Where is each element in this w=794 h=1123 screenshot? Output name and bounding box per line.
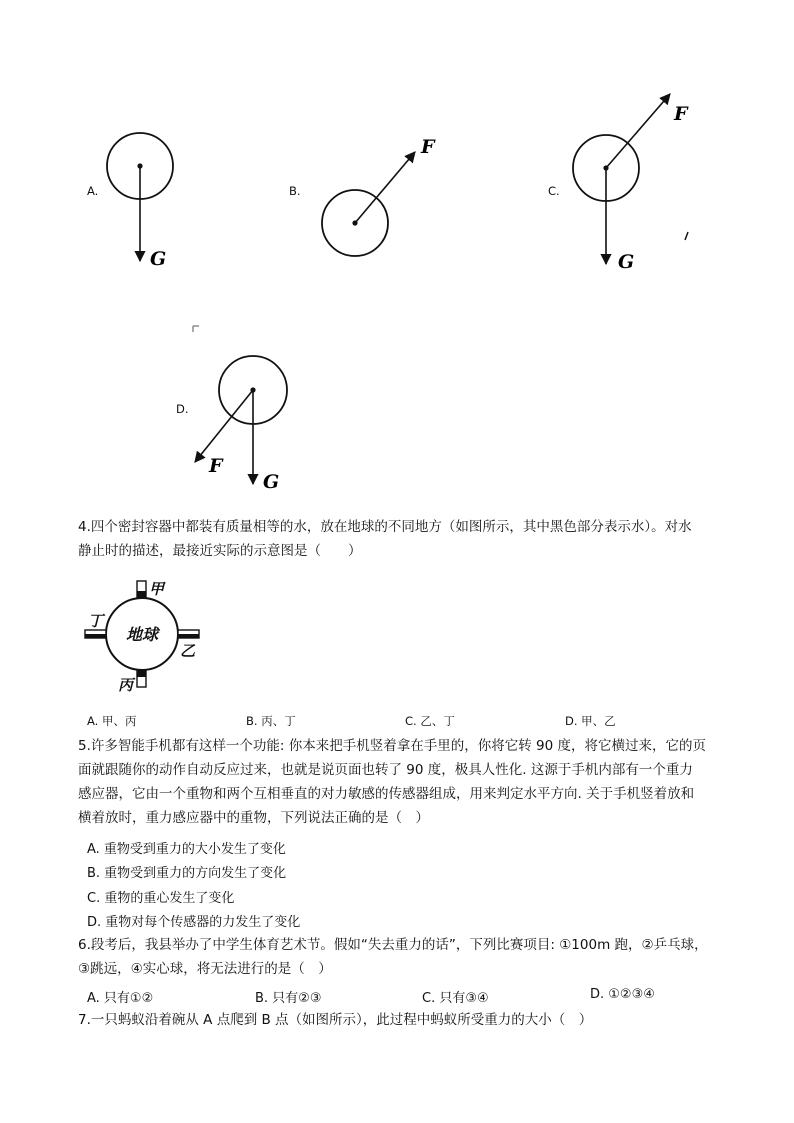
scan-mark	[193, 326, 199, 332]
force-arrow	[195, 390, 253, 462]
q6-option-a[interactable]: A. 只有①②	[87, 991, 154, 1006]
gravity-label: G	[618, 251, 635, 273]
container-jia-label: 甲	[149, 580, 165, 598]
q4-option-a[interactable]: A. 甲、丙	[87, 714, 137, 728]
force-arrow	[355, 152, 415, 223]
gravity-label: G	[263, 471, 280, 493]
figure-a	[100, 125, 180, 275]
q6-option-d[interactable]: D. ①②③④	[590, 987, 655, 1002]
question-5-stem-line: 5.许多智能手机都有这样一个功能: 你本来把手机竖着拿在手里的，你将它转 90 度，将它横过来，它的页	[78, 738, 706, 754]
figure-c	[566, 90, 696, 275]
q6-option-c[interactable]: C. 只有③④	[422, 991, 489, 1006]
question-6-stem-line: 6.段考后，我县举办了中学生体育艺术节。假如“失去重力的话”，下列比赛项目: ①100m 跑，②乒乓球，	[78, 937, 708, 953]
question-5-stem-line: 感应器，它由一个重物和两个互相垂直的对力敏感的传感器组成，用来判定水平方向. 关于手机竖着放和	[78, 786, 695, 802]
water-ding	[85, 634, 106, 638]
force-label: F	[421, 136, 435, 158]
q6-option-b[interactable]: B. 只有②③	[255, 991, 322, 1006]
container-yi-label: 乙	[180, 642, 196, 660]
question-5-stem-line: 横着放时，重力感应器中的重物，下列说法正确的是（ ）	[78, 810, 429, 826]
q5-option-a[interactable]: A. 重物受到重力的大小发生了变化	[87, 842, 286, 857]
question-4-stem-line: 4.四个密封容器中都装有质量相等的水，放在地球的不同地方（如图所示，其中黑色部分表示水）。对水	[78, 519, 692, 535]
option-b-label: B.	[289, 184, 301, 198]
q5-option-c[interactable]: C. 重物的重心发生了变化	[87, 891, 235, 906]
force-label: F	[674, 103, 688, 125]
option-a-label: A.	[87, 184, 99, 198]
figure-b	[315, 125, 455, 265]
scan-mark	[685, 232, 688, 240]
question-6-stem-line: ③跳远，④实心球，将无法进行的是（ ）	[78, 961, 332, 977]
option-c-label: C.	[548, 184, 560, 198]
q4-option-b[interactable]: B. 丙、丁	[246, 714, 296, 728]
q5-option-d[interactable]: D. 重物对每个传感器的力发生了变化	[87, 915, 301, 930]
water-jia	[137, 591, 146, 597]
earth-label: 地球	[125, 625, 159, 644]
q4-option-c[interactable]: C. 乙、丁	[405, 714, 455, 728]
q4-option-d[interactable]: D. 甲、乙	[565, 714, 616, 728]
force-label: F	[209, 455, 223, 477]
gravity-label: G	[150, 248, 167, 270]
question-5-stem-line: 面就跟随你的动作自动反应过来，也就是说页面也转了 90 度，极具人性化. 这源于手机内部有一个重力	[78, 762, 693, 778]
question-7-stem-line: 7.一只蚂蚁沿着碗从 A 点爬到 B 点（如图所示），此过程中蚂蚁所受重力的大小（ ）	[78, 1012, 593, 1028]
figure-d	[185, 320, 305, 495]
option-d-label: D.	[176, 402, 189, 416]
water-yi	[178, 634, 199, 638]
container-ding-label: 丁	[88, 612, 104, 630]
earth-figure	[82, 574, 207, 699]
container-bing-label: 丙	[118, 676, 134, 694]
q5-option-b[interactable]: B. 重物受到重力的方向发生了变化	[87, 866, 287, 881]
question-4-stem-line: 静止时的描述，最接近实际的示意图是（ ）	[78, 543, 362, 559]
water-bing	[137, 671, 146, 677]
